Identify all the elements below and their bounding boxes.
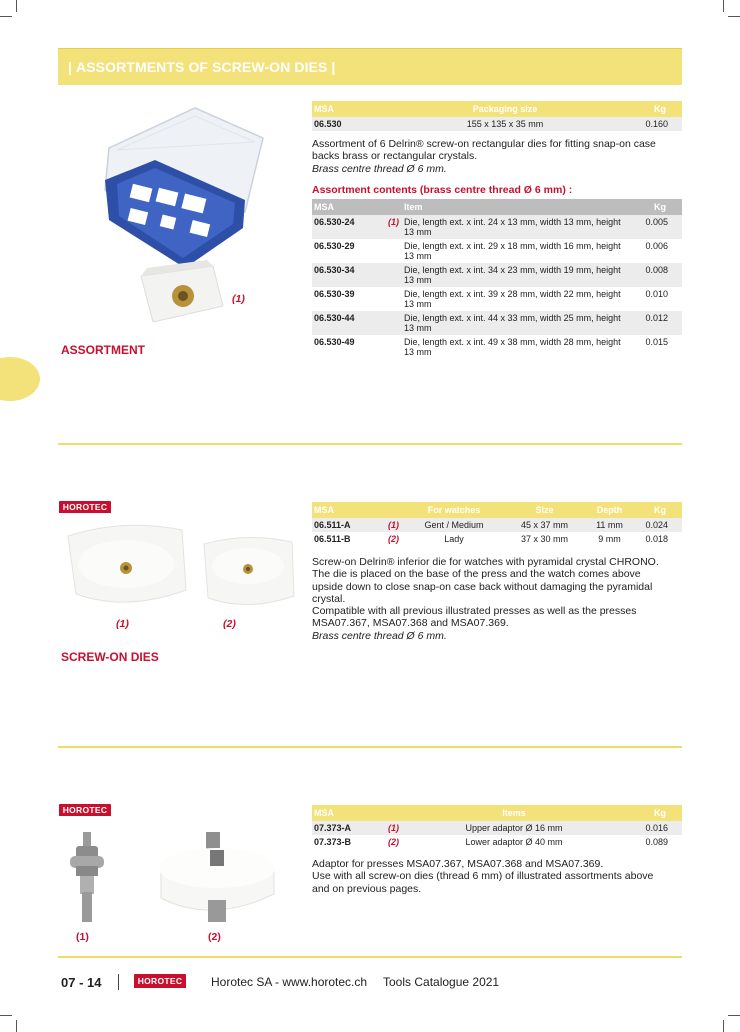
col-header-kg: Kg [634, 502, 682, 518]
table-row [312, 518, 682, 532]
section-title-screw-on-dies: SCREW-ON DIES [61, 650, 159, 664]
section-title-assortment: ASSORTMENT [61, 343, 145, 357]
cell-item: Die, length ext. x int. 24 x 13 mm, width 13 mm, height 13 mm [402, 215, 624, 239]
logo-text: HOROTEC [62, 502, 108, 512]
footer-divider [118, 974, 119, 990]
section-divider [58, 443, 682, 445]
section-divider [58, 956, 682, 958]
col-header-kg: Kg [624, 101, 682, 117]
desc-line: and on previous pages. [312, 882, 422, 895]
cell-kg: 0.016 [624, 821, 682, 835]
cell-msa: 06.530-29 [314, 241, 355, 251]
crop-mark [16, 1020, 17, 1032]
image-label-2: (2) [223, 618, 236, 630]
cell-kg: 0.010 [645, 289, 668, 299]
desc-line: Screw-on Delrin® inferior die for watches with pyramidal crystal CHRONO. [312, 556, 659, 568]
desc-line: crystal. [312, 592, 346, 605]
footer-horotec-logo [134, 974, 186, 992]
cell-depth: 9 mm [598, 534, 621, 544]
desc-line: Adaptor for presses MSA07.367, MSA07.368 and MSA07.369. [312, 858, 604, 870]
table-row [312, 117, 682, 131]
cell-item: Die, length ext. x int. 49 x 38 mm, width 28 mm, height 13 mm [404, 337, 621, 357]
screw-on-dies-description [312, 556, 682, 642]
crop-mark [16, 0, 17, 12]
cell-ref: (1) [386, 215, 402, 239]
cell-kg: 0.018 [645, 534, 668, 544]
table-row [312, 287, 682, 311]
screw-on-dies-image [62, 520, 302, 620]
adaptors-description [312, 858, 682, 895]
contents-table [312, 199, 682, 359]
cell-msa: 06.511-B [314, 534, 351, 544]
logo-strip [59, 512, 111, 517]
adaptors-image [60, 828, 285, 928]
cell-msa: 07.373-A [312, 821, 386, 835]
cell-size: 155 x 135 x 35 mm [386, 117, 624, 131]
crop-mark [0, 16, 12, 17]
cell-ref [386, 335, 402, 359]
logo-text: HOROTEC [62, 805, 108, 815]
desc-line: The die is placed on the base of the press and the watch comes above [312, 568, 641, 581]
cell-item: Lower adaptor Ø 40 mm [465, 837, 563, 847]
image-label-1: (1) [116, 618, 129, 630]
horotec-logo [59, 804, 111, 820]
crop-mark [723, 0, 724, 12]
cell-msa: 07.373-B [314, 837, 352, 847]
cell-kg: 0.089 [645, 837, 668, 847]
cell-size: 37 x 30 mm [521, 534, 569, 544]
cell-item: Upper adaptor Ø 16 mm [404, 821, 624, 835]
table-row [312, 335, 682, 359]
col-header-msa: MSA [312, 805, 386, 821]
cell-msa: 06.530-49 [314, 337, 355, 347]
col-header-kg: Kg [624, 199, 682, 215]
col-header-msa: MSA [312, 101, 386, 117]
cell-msa: 06.530-24 [312, 215, 386, 239]
cell-kg: 0.012 [624, 311, 682, 335]
cell-ref: (2) [388, 534, 399, 544]
col-header-ref [386, 805, 404, 821]
cell-item: Die, length ext. x int. 44 x 33 mm, width 25 mm, height 13 mm [402, 311, 624, 335]
cell-ref: (1) [386, 518, 404, 532]
logo-strip [134, 987, 186, 992]
desc-line: Assortment of 6 Delrin® screw-on rectangular dies for fitting snap-on case [312, 138, 656, 150]
table-row [312, 532, 682, 546]
col-header-size: Size [504, 502, 585, 518]
table-row [312, 835, 682, 849]
col-header-item: Item [402, 199, 624, 215]
logo-strip [59, 815, 111, 820]
cell-for-watches: Gent / Medium [404, 518, 504, 532]
cell-msa: 06.530-39 [314, 289, 355, 299]
col-header-depth: Depth [585, 502, 634, 518]
page-title: | ASSORTMENTS OF SCREW-ON DIES | [68, 59, 336, 75]
image-label-1: (1) [76, 931, 89, 943]
header-band [58, 48, 682, 85]
col-header-ref [386, 502, 404, 518]
page-number: 07 - 14 [61, 975, 102, 990]
table-row [312, 263, 682, 287]
cell-kg: 0.005 [624, 215, 682, 239]
desc-thread-note: Brass centre thread Ø 6 mm. [312, 162, 447, 175]
table-row [312, 239, 682, 263]
cell-ref [386, 263, 402, 287]
table-row [312, 821, 682, 835]
col-header-packaging-size: Packaging size [386, 101, 624, 117]
table-row [312, 311, 682, 335]
cell-ref: (2) [388, 837, 399, 847]
cell-kg: 0.024 [634, 518, 682, 532]
cell-msa: 06.511-A [312, 518, 386, 532]
desc-line: upside down to close snap-on case back without damaging the pyramidal [312, 580, 653, 593]
desc-line: MSA07.367, MSA07.368 and MSA07.369. [312, 617, 509, 630]
cell-kg: 0.008 [624, 263, 682, 287]
screw-on-dies-table [312, 502, 682, 546]
assortment-description [312, 138, 682, 175]
col-header-ref [386, 199, 402, 215]
cell-size: 45 x 37 mm [504, 518, 585, 532]
cell-msa: 06.530 [312, 117, 386, 131]
footer-catalogue: Tools Catalogue 2021 [383, 975, 500, 989]
cell-item: Die, length ext. x int. 29 x 18 mm, width 16 mm, height 13 mm [404, 241, 621, 261]
crop-mark [728, 16, 740, 17]
table-row [312, 215, 682, 239]
desc-line: Use with all screw-on dies (thread 6 mm) of illustrated assortments above [312, 870, 654, 883]
cell-msa: 06.530-34 [312, 263, 386, 287]
col-header-kg: Kg [624, 805, 682, 821]
horotec-logo [59, 501, 111, 517]
col-header-for-watches: For watches [404, 502, 504, 518]
desc-thread-note: Brass centre thread Ø 6 mm. [312, 629, 447, 642]
cell-item: Die, length ext. x int. 34 x 23 mm, width 19 mm, height 13 mm [402, 263, 624, 287]
image-label-1: (1) [232, 293, 245, 305]
cell-ref: (1) [386, 821, 404, 835]
contents-title: Assortment contents (brass centre thread Ø 6 mm) : [312, 184, 573, 196]
cell-kg: 0.006 [645, 241, 668, 251]
packaging-table [312, 101, 682, 131]
cell-ref [386, 311, 402, 335]
adaptors-table [312, 805, 682, 849]
cell-msa: 06.530-44 [312, 311, 386, 335]
footer-company: Horotec SA - www.horotec.ch [211, 975, 368, 989]
crop-mark [0, 1015, 12, 1016]
crop-mark [728, 1015, 740, 1016]
col-header-msa: MSA [312, 502, 386, 518]
cell-for-watches: Lady [444, 534, 464, 544]
cell-kg: 0.160 [624, 117, 682, 131]
desc-line: Compatible with all previous illustrated presses as well as the presses [312, 605, 637, 618]
cell-depth: 11 mm [585, 518, 634, 532]
crop-mark [723, 1020, 724, 1032]
cell-item: Die, length ext. x int. 39 x 28 mm, width 22 mm, height 13 mm [404, 289, 621, 309]
image-label-2: (2) [208, 931, 221, 943]
cell-ref [386, 239, 402, 263]
section-divider [58, 746, 682, 748]
logo-text: HOROTEC [137, 976, 183, 986]
side-tab-marker [0, 357, 40, 401]
cell-ref [386, 287, 402, 311]
desc-line: backs brass or rectangular crystals. [312, 150, 478, 163]
col-header-msa: MSA [312, 199, 386, 215]
cell-kg: 0.015 [645, 337, 668, 347]
col-header-items: Items [404, 805, 624, 821]
